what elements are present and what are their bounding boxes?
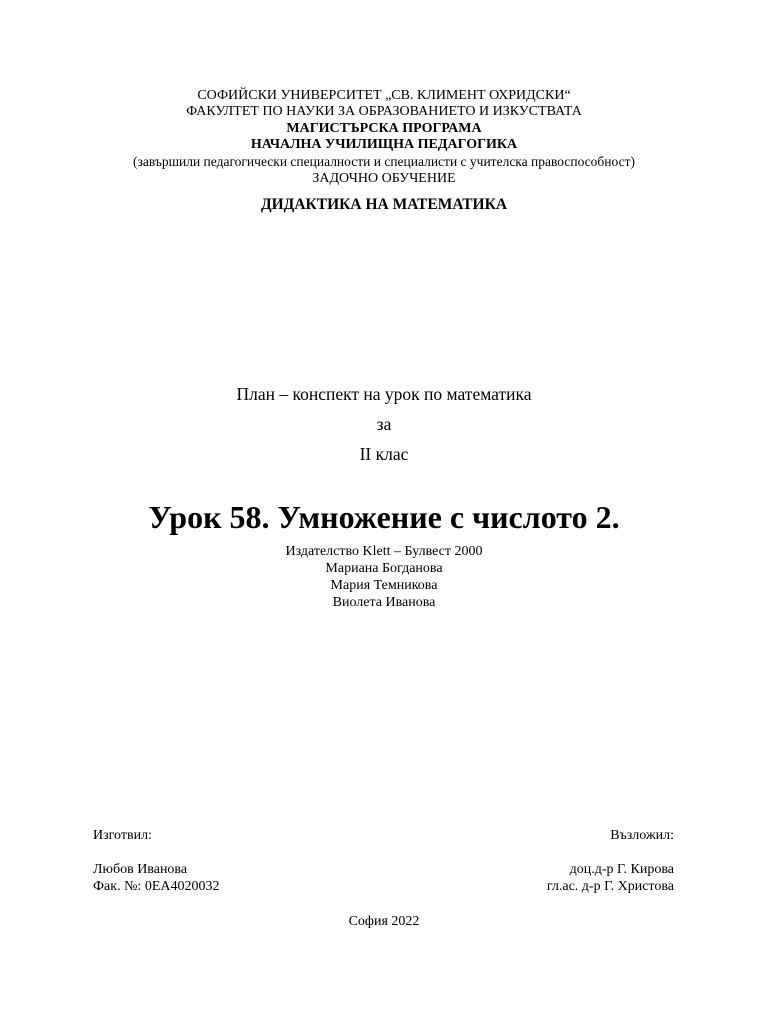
lesson-title: Урок 58. Умножение с числото 2. — [148, 499, 620, 535]
assigned-label: Възложил: — [610, 828, 674, 843]
faculty-name: ФАКУЛТЕТ ПО НАУКИ ЗА ОБРАЗОВАНИЕТО И ИЗКУСТВАТА — [186, 104, 582, 119]
faculty-number: Фак. №: 0ЕА4020032 — [93, 879, 220, 894]
assigned-person-2: гл.ас. д-р Г. Христова — [546, 879, 674, 894]
plan-line-2: за — [376, 414, 392, 434]
plan-line-3: II клас — [359, 444, 409, 464]
specialty-name: НАЧАЛНА УЧИЛИЩНА ПЕДАГОГИКА — [250, 137, 518, 152]
author-1: Мариана Богданова — [325, 561, 443, 576]
subject-title: ДИДАКТИКА НА МАТЕМАТИКА — [260, 196, 508, 213]
place-year: София 2022 — [348, 914, 420, 929]
prepared-label: Изготвил: — [93, 828, 152, 843]
program-note: (завършили педагогически специалности и специалисти с учителска правоспособност) — [133, 154, 635, 169]
university-name: СОФИЙСКИ УНИВЕРСИТЕТ „СВ. КЛИМЕНТ ОХРИДСКИ“ — [197, 88, 571, 103]
prepared-name: Любов Иванова — [93, 862, 188, 877]
assigned-person-1: доц.д-р Г. Кирова — [569, 862, 674, 877]
program-name: МАГИСТЪРСКА ПРОГРАМА — [286, 121, 482, 136]
plan-line-1: План – конспект на урок по математика — [236, 384, 532, 404]
study-mode: ЗАДОЧНО ОБУЧЕНИЕ — [312, 171, 456, 186]
author-2: Мария Темникова — [330, 578, 438, 593]
publisher: Издателство Klett – Булвест 2000 — [285, 544, 483, 559]
author-3: Виолета Иванова — [332, 595, 436, 610]
